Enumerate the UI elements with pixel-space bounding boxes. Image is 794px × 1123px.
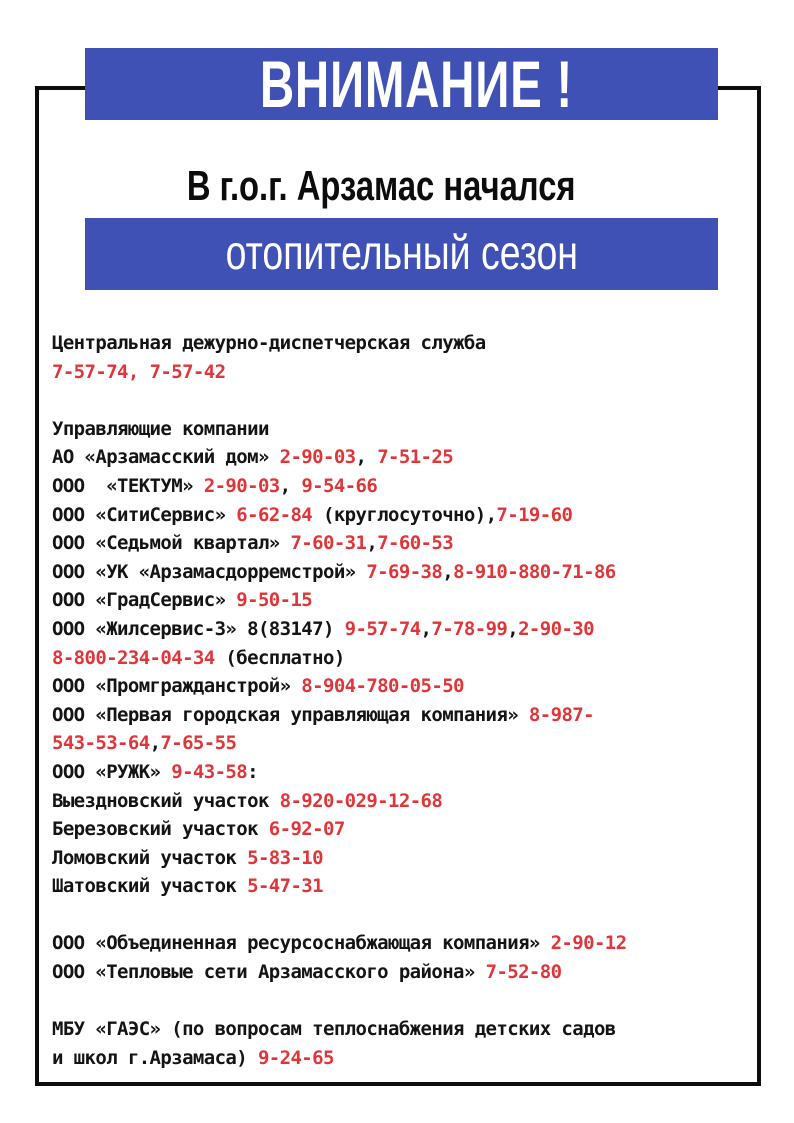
phone: 2-90-03 bbox=[279, 446, 356, 469]
phone: 9-50-15 bbox=[236, 589, 313, 612]
phone: 9-24-65 bbox=[257, 1046, 334, 1069]
company-pervaya: ООО «Первая городская управляющая компания» 8-987- bbox=[52, 703, 594, 726]
phone: 7-65-55 bbox=[160, 732, 237, 755]
company-sedmoy: ООО «Седьмой квартал» 7-60-31,7-60-53 bbox=[52, 532, 454, 555]
phone: 8-987- bbox=[528, 703, 594, 726]
company-tektum: ООО «ТЕКТУМ» 2-90-03, 9-54-66 bbox=[52, 474, 378, 497]
phone: 6-92-07 bbox=[268, 818, 345, 841]
phone: 9-57-74 bbox=[344, 617, 421, 640]
phone: 7-60-53 bbox=[377, 532, 454, 555]
company-prom: ООО «Промгражданстрой» 8-904-780-05-50 bbox=[52, 675, 464, 698]
section-item: Ломовский участок 5-83-10 bbox=[52, 846, 323, 869]
spacer bbox=[52, 901, 772, 930]
phone: 9-54-66 bbox=[301, 474, 378, 497]
company-zhil: ООО «Жилсервис-3» 8(83147) 9-57-74,7-78-99,2-90-30 bbox=[52, 617, 594, 640]
company-zhil-free: 8-800-234-04-34 (бесплатно) bbox=[52, 646, 345, 669]
spacer bbox=[52, 386, 772, 415]
company-pervaya-cont: 543-53-64,7-65-55 bbox=[52, 732, 237, 755]
phone: 7-19-60 bbox=[496, 503, 573, 526]
phone: 7-78-99 bbox=[431, 617, 508, 640]
phone: 7-60-31 bbox=[290, 532, 367, 555]
dispatch-phones: 7-57-74, 7-57-42 bbox=[52, 360, 226, 383]
supply-item: ООО «Тепловые сети Арзамасского района» 7-52-80 bbox=[52, 961, 562, 984]
section-item: Выездновский участок 8-920-029-12-68 bbox=[52, 789, 443, 812]
phone: 8-910-880-71-86 bbox=[453, 560, 616, 583]
company-ruzhk: ООО «РУЖК» 9-43-58: bbox=[52, 760, 258, 783]
phone: 6-62-84 bbox=[236, 503, 313, 526]
season-banner bbox=[85, 218, 718, 290]
phone: 7-52-80 bbox=[485, 961, 562, 984]
phone: 9-43-58 bbox=[171, 760, 248, 783]
subtitle-text: В г.о.г. Арзамас начался bbox=[187, 162, 576, 209]
spacer bbox=[52, 987, 772, 1016]
contacts-list bbox=[52, 329, 772, 1072]
phone: 8-904-780-05-50 bbox=[301, 675, 464, 698]
phone: 5-83-10 bbox=[247, 846, 323, 869]
phone: 2-90-30 bbox=[518, 617, 594, 640]
phone: 7-57-74 bbox=[52, 360, 128, 383]
phone: 543-53-64 bbox=[52, 732, 150, 755]
season-heading: отопительный сезон bbox=[225, 227, 578, 280]
company-grad: ООО «ГрадСервис» 9-50-15 bbox=[52, 589, 313, 612]
companies-title: Управляющие компании bbox=[52, 417, 269, 440]
company-city: ООО «СитиСервис» 6-62-84 (круглосуточно),7-19-60 bbox=[52, 503, 573, 526]
company-uk: ООО «УК «Арзамасдорремстрой» 7-69-38,8-910-880-71-86 bbox=[52, 560, 616, 583]
phone: 8-800-234-04-34 bbox=[52, 646, 215, 669]
phone: 5-47-31 bbox=[247, 875, 323, 898]
gaes-line2: и школ г.Арзамаса) 9-24-65 bbox=[52, 1046, 334, 1069]
phone: 8-920-029-12-68 bbox=[279, 789, 443, 812]
company-arzdom: АО «Арзамасский дом» 2-90-03, 7-51-25 bbox=[52, 446, 454, 469]
attention-heading: ВНИМАНИЕ ! bbox=[259, 47, 574, 121]
section-item: Березовский участок 6-92-07 bbox=[52, 818, 345, 841]
subtitle bbox=[85, 156, 718, 216]
supply-item: ООО «Объединенная ресурсоснабжающая компания» 2-90-12 bbox=[52, 932, 627, 955]
phone: 2-90-12 bbox=[550, 932, 627, 955]
dispatch-title: Центральная дежурно-диспетчерская служба bbox=[52, 332, 486, 354]
section-item: Шатовский участок 5-47-31 bbox=[52, 875, 323, 898]
phone: 7-57-42 bbox=[149, 360, 226, 383]
gaes-line1: МБУ «ГАЭС» (по вопросам теплоснабжения детских садов bbox=[52, 1018, 616, 1041]
phone: 7-69-38 bbox=[366, 560, 443, 583]
phone: 7-51-25 bbox=[377, 446, 454, 469]
attention-banner bbox=[85, 48, 718, 120]
phone: 2-90-03 bbox=[203, 474, 280, 497]
